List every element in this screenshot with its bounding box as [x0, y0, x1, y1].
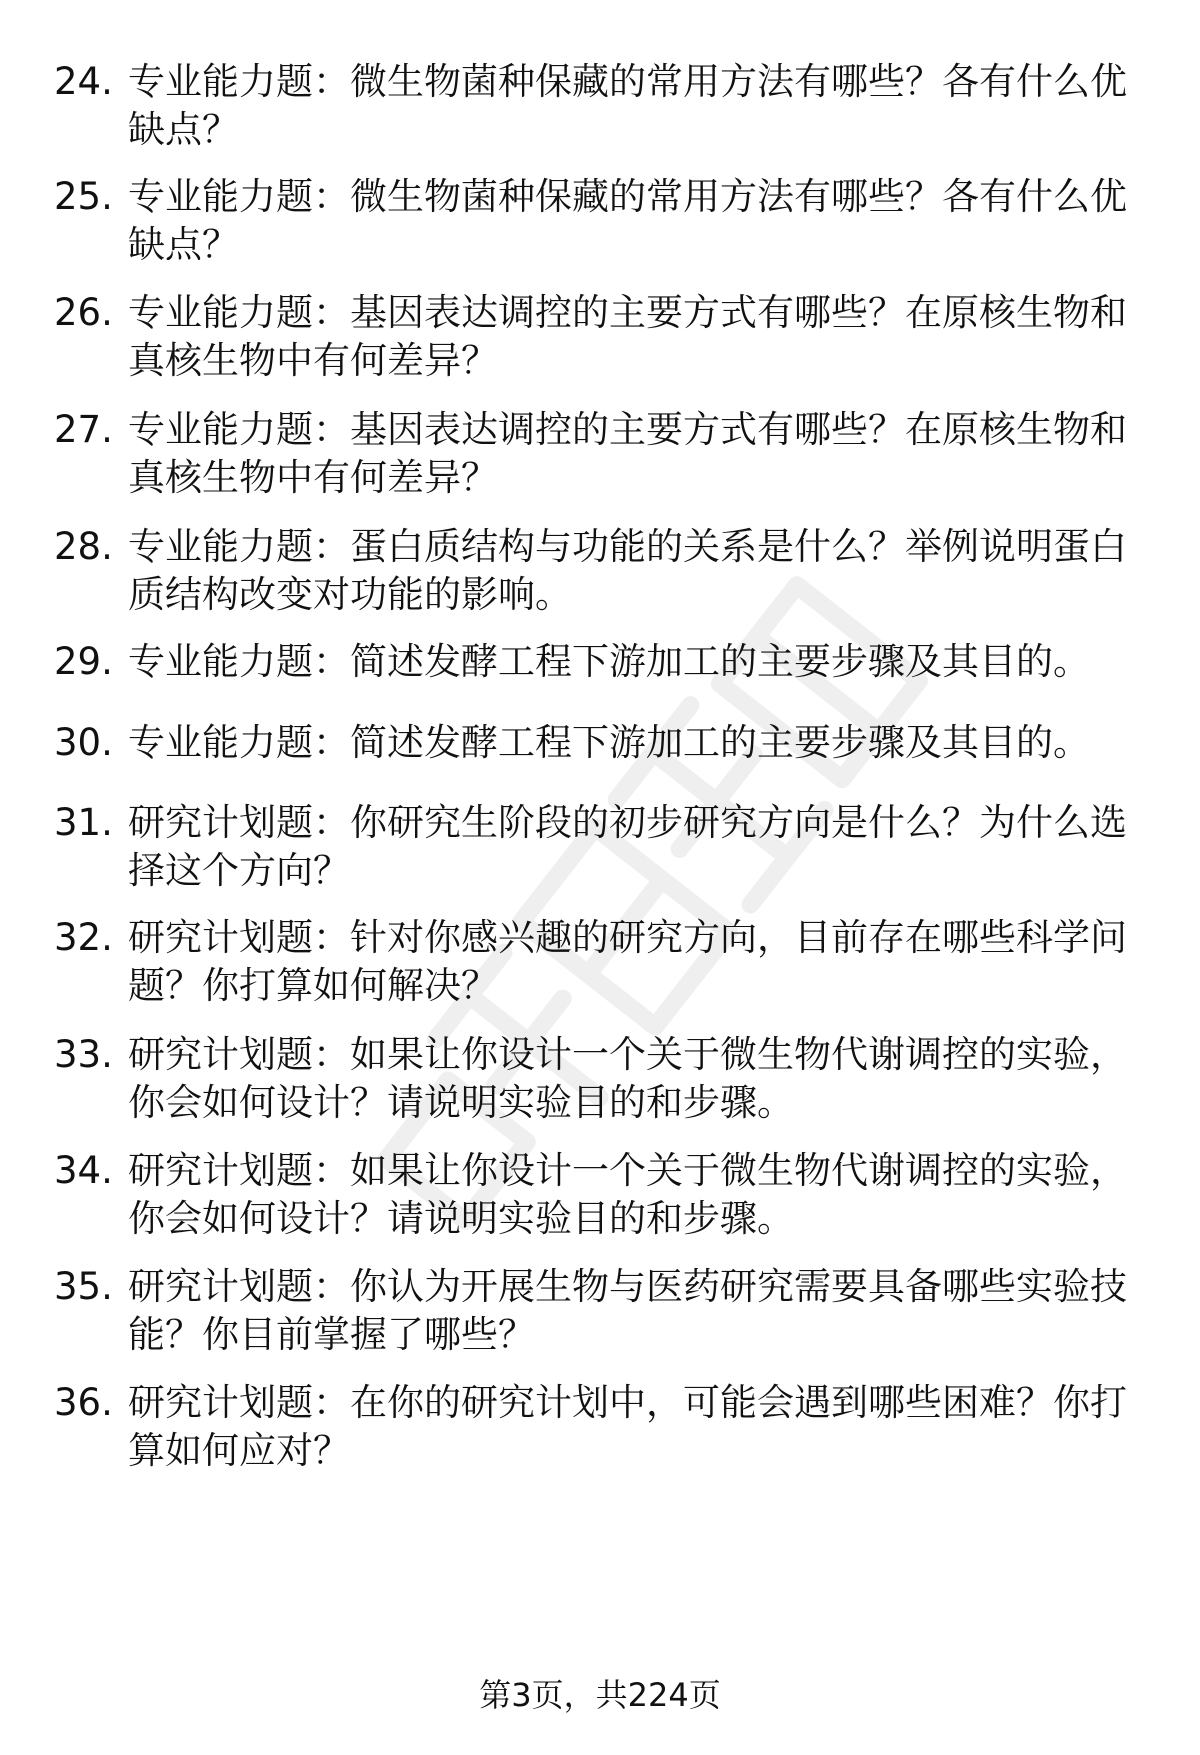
question-number: 26. — [54, 291, 113, 334]
question-number: 32. — [54, 916, 113, 959]
question-text: 研究计划题：在你的研究计划中，可能会遇到哪些困难？你打算如何应对？ — [128, 1381, 1127, 1472]
question-number: 27. — [54, 408, 113, 451]
question-item — [54, 1147, 1146, 1243]
question-item — [54, 1379, 1146, 1475]
question-item — [54, 58, 1146, 154]
question-text: 专业能力题：基因表达调控的主要方式有哪些？在原核生物和真核生物中有何差异？ — [128, 291, 1127, 382]
question-text: 专业能力题：基因表达调控的主要方式有哪些？在原核生物和真核生物中有何差异？ — [128, 408, 1127, 499]
question-item — [54, 1263, 1146, 1359]
question-number: 30. — [54, 721, 113, 764]
question-text: 专业能力题：微生物菌种保藏的常用方法有哪些？各有什么优缺点？ — [128, 175, 1127, 266]
question-number: 29. — [54, 640, 113, 683]
question-item — [54, 638, 1146, 686]
question-text: 专业能力题：蛋白质结构与功能的关系是什么？举例说明蛋白质结构改变对功能的影响。 — [128, 525, 1127, 616]
question-item — [54, 914, 1146, 1010]
question-text: 研究计划题：如果让你设计一个关于微生物代谢调控的实验，你会如何设计？请说明实验目的和步骤。 — [128, 1033, 1127, 1124]
question-text: 研究计划题：针对你感兴趣的研究方向，目前存在哪些科学问题？你打算如何解决？ — [128, 916, 1127, 1007]
question-item — [54, 406, 1146, 502]
question-text: 研究计划题：你研究生阶段的初步研究方向是什么？为什么选择这个方向？ — [128, 801, 1127, 892]
question-item — [54, 719, 1146, 767]
question-text: 研究计划题：如果让你设计一个关于微生物代谢调控的实验，你会如何设计？请说明实验目的和步骤。 — [128, 1149, 1127, 1240]
question-number: 33. — [54, 1033, 113, 1076]
question-text: 专业能力题：微生物菌种保藏的常用方法有哪些？各有什么优缺点？ — [128, 60, 1127, 151]
question-number: 28. — [54, 525, 113, 568]
question-number: 24. — [54, 60, 113, 103]
question-number: 35. — [54, 1265, 113, 1308]
question-number: 25. — [54, 175, 113, 218]
question-number: 31. — [54, 801, 113, 844]
question-text: 专业能力题：简述发酵工程下游加工的主要步骤及其目的。 — [128, 640, 1090, 683]
question-number: 36. — [54, 1381, 113, 1424]
question-item — [54, 799, 1146, 895]
question-item — [54, 289, 1146, 385]
question-item — [54, 523, 1146, 619]
question-item — [54, 1031, 1146, 1127]
page-number-footer: 第3页，共224页 — [479, 1676, 721, 1714]
question-text: 研究计划题：你认为开展生物与医药研究需要具备哪些实验技能？你目前掌握了哪些？ — [128, 1265, 1127, 1356]
question-text: 专业能力题：简述发酵工程下游加工的主要步骤及其目的。 — [128, 721, 1090, 764]
question-item — [54, 173, 1146, 269]
question-number: 34. — [54, 1149, 113, 1192]
